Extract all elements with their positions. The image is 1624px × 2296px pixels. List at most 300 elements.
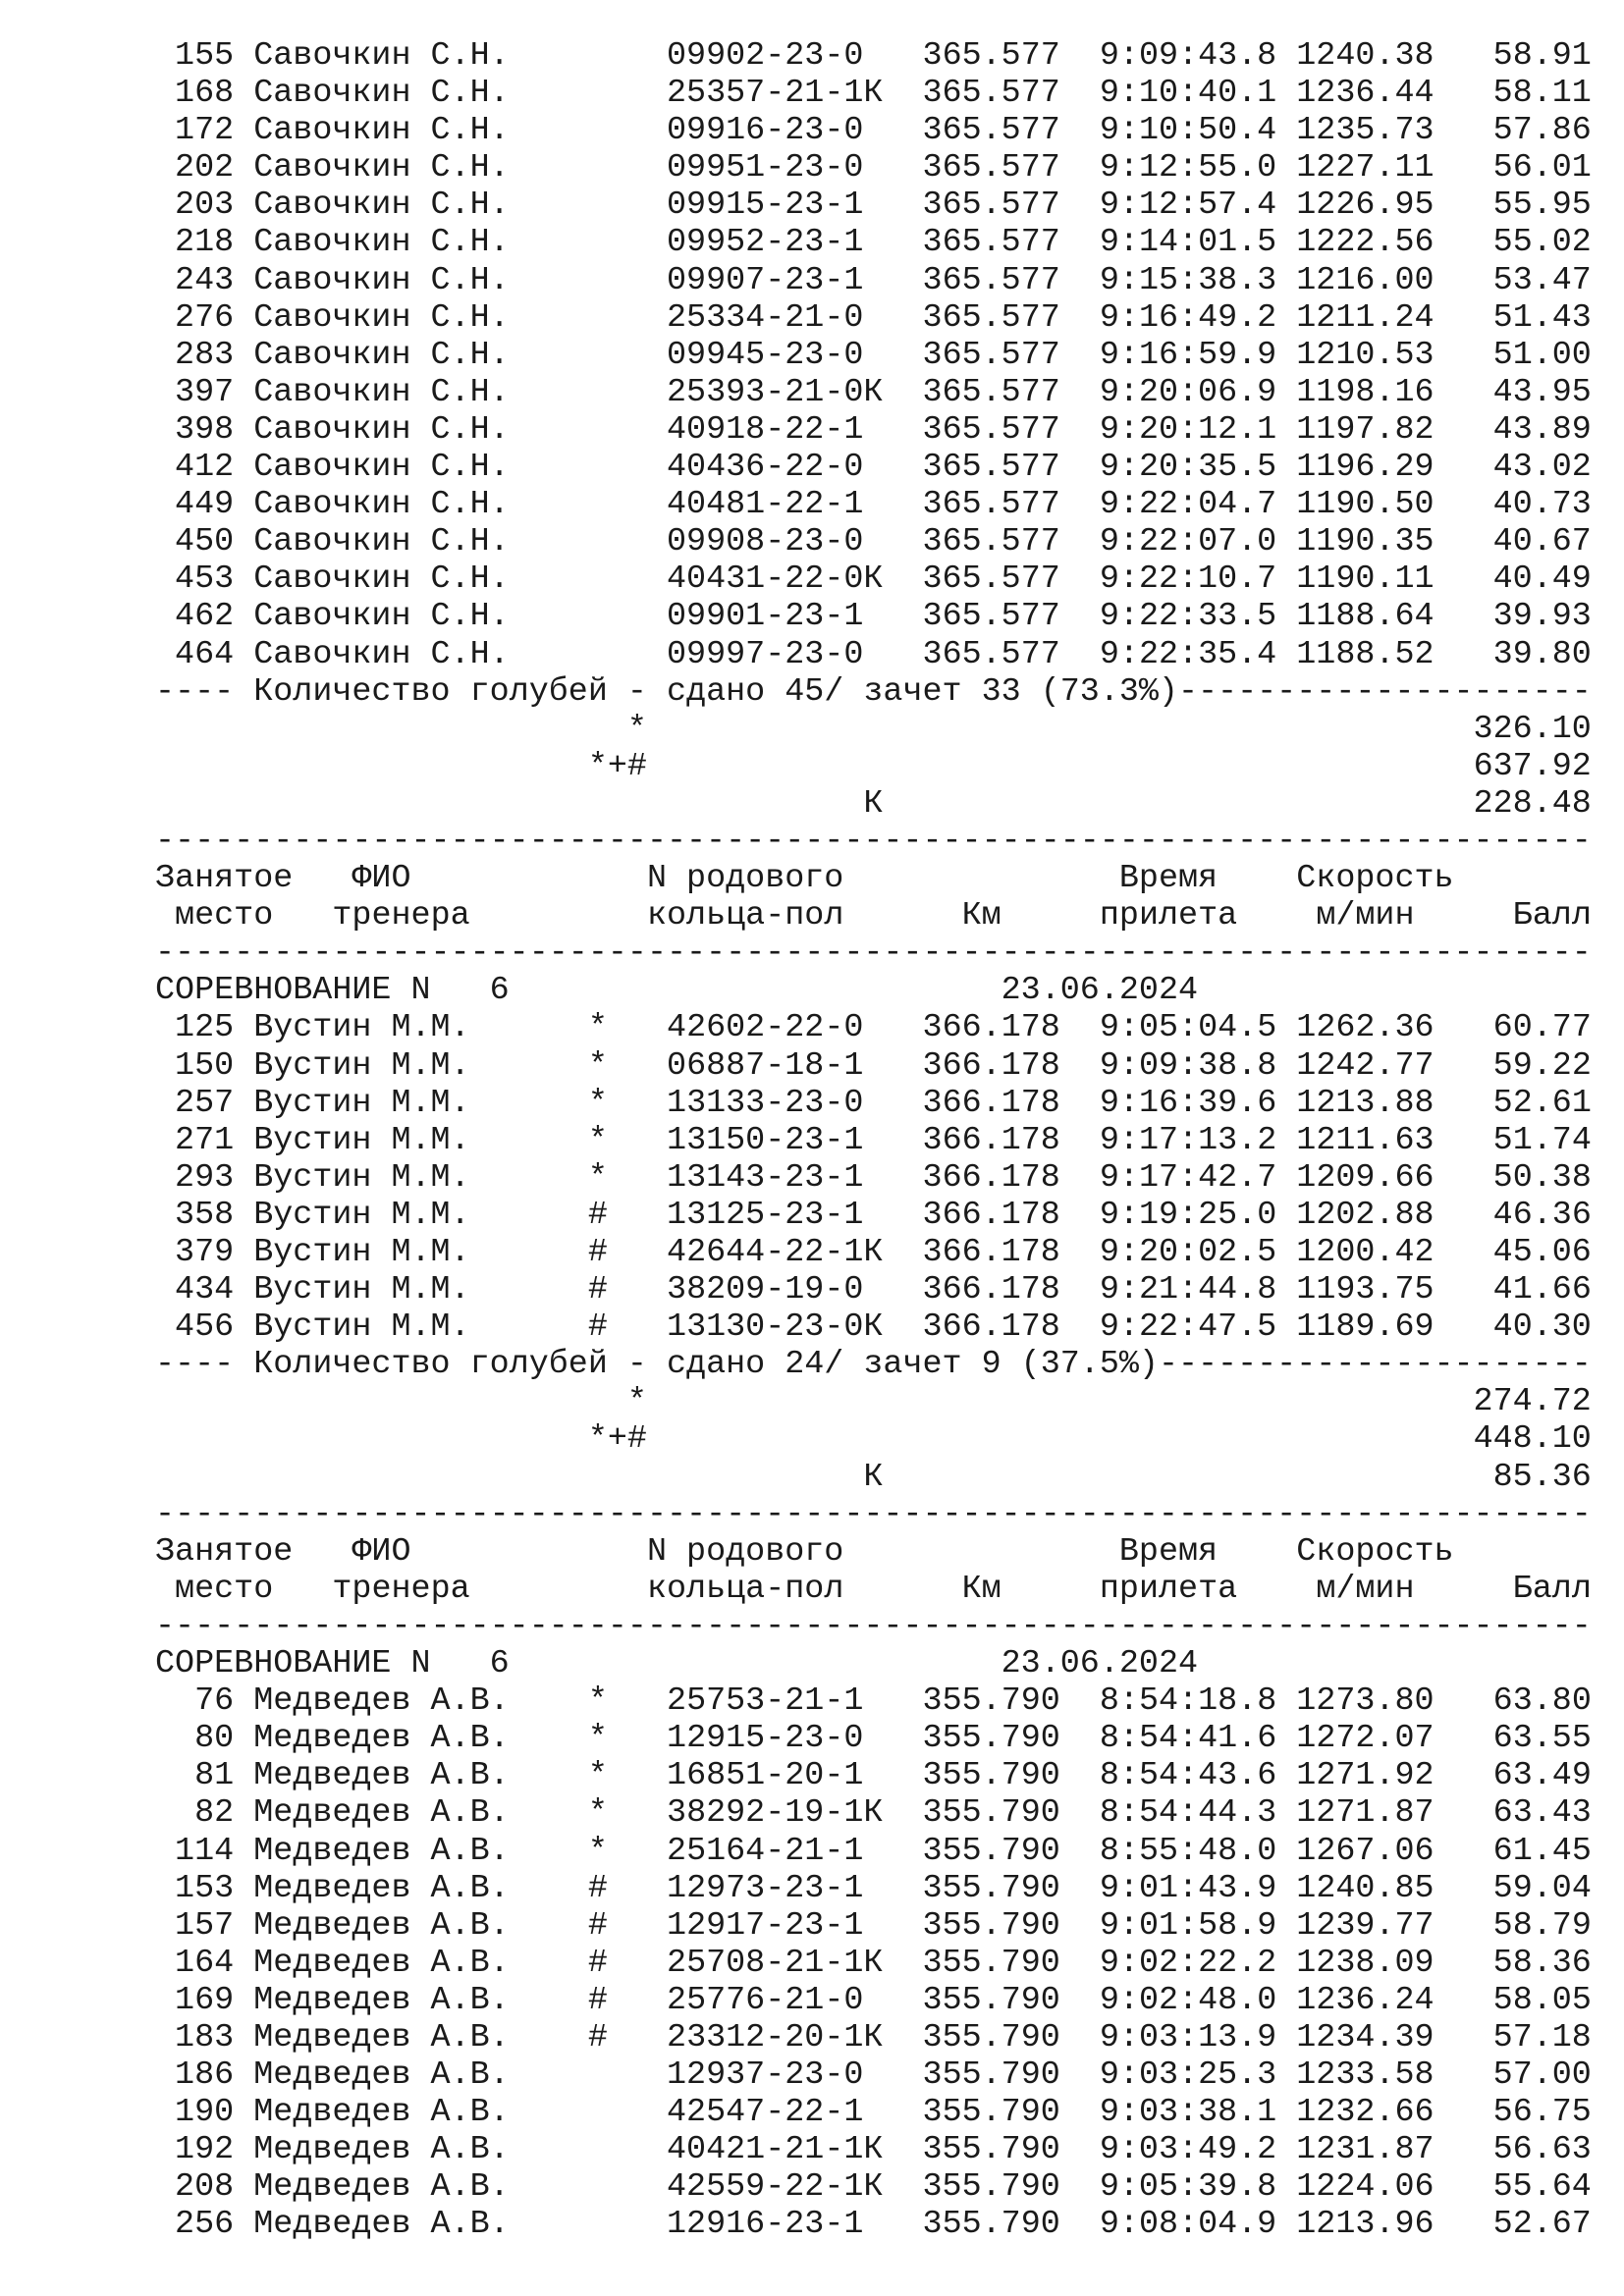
arrival-time-cell: 9:22:47.5 [1099, 1308, 1277, 1347]
summary-value: 637.92 [1473, 747, 1592, 785]
points-cell: 56.63 [1492, 2131, 1592, 2169]
ring-number-cell: 09997-23-0 [667, 635, 864, 673]
place-cell: 462 [155, 598, 235, 636]
speed-cell: 1232.66 [1296, 2094, 1435, 2132]
place-cell: 186 [155, 2056, 235, 2095]
speed-cell: 1240.85 [1296, 1869, 1435, 1907]
distance-cell: 355.790 [922, 1981, 1060, 2019]
speed-cell: 1210.53 [1296, 336, 1435, 374]
dashed-rule: ------------------------------------------------------------------------- [155, 1607, 1592, 1645]
points-cell: 63.80 [1492, 1682, 1592, 1721]
column-header-place: место [175, 897, 274, 935]
arrival-time-cell: 8:55:48.0 [1099, 1832, 1277, 1870]
trainer-name-cell: Савочкин С.Н. [253, 523, 510, 561]
column-header-km: Км [961, 897, 1001, 935]
table-row [155, 149, 1592, 187]
place-cell: 257 [155, 1084, 235, 1122]
place-cell: 398 [155, 410, 235, 449]
ring-number-cell: 25334-21-0 [667, 298, 864, 337]
ring-number-cell: 09907-23-1 [667, 261, 864, 299]
ring-number-cell: 12973-23-1 [667, 1869, 864, 1907]
column-header-time: прилета [1099, 897, 1238, 935]
place-cell: 202 [155, 149, 235, 187]
table-row [155, 561, 1592, 599]
table-row [155, 1682, 1592, 1721]
distance-cell: 355.790 [922, 1720, 1060, 1758]
arrival-time-cell: 8:54:18.8 [1099, 1682, 1277, 1721]
speed-cell: 1235.73 [1296, 112, 1435, 150]
speed-cell: 1233.58 [1296, 2056, 1435, 2095]
group-mark-cell: # [587, 1308, 608, 1347]
speed-cell: 1271.92 [1296, 1757, 1435, 1795]
place-cell: 434 [155, 1271, 235, 1309]
speed-cell: 1213.88 [1296, 1084, 1435, 1122]
arrival-time-cell: 9:03:49.2 [1099, 2131, 1277, 2169]
distance-cell: 355.790 [922, 1944, 1060, 1982]
trainer-name-cell: Савочкин С.Н. [253, 187, 510, 225]
column-header-speed: Скорость [1296, 1532, 1454, 1571]
bird-count-line [155, 1346, 1592, 1384]
speed-cell: 1202.88 [1296, 1196, 1435, 1234]
dashed-rule: ---- [155, 1346, 254, 1384]
ring-number-cell: 42644-22-1К [667, 1234, 884, 1271]
arrival-time-cell: 9:03:38.1 [1099, 2094, 1277, 2132]
ring-number-cell: 09916-23-0 [667, 112, 864, 150]
trainer-name-cell: Медведев А.В. [253, 1757, 510, 1795]
place-cell: 283 [155, 336, 235, 374]
arrival-time-cell: 9:21:44.8 [1099, 1271, 1277, 1309]
section-separator [155, 1495, 1592, 1533]
speed-cell: 1226.95 [1296, 187, 1435, 225]
points-cell: 58.91 [1492, 37, 1592, 75]
ring-number-cell: 40481-22-1 [667, 486, 864, 524]
place-cell: 153 [155, 1869, 235, 1907]
ring-number-cell: 38292-19-1К [667, 1794, 884, 1833]
points-cell: 52.67 [1492, 2206, 1592, 2244]
ring-number-cell: 40918-22-1 [667, 410, 864, 449]
column-header-ring: N родового [646, 1532, 844, 1571]
dashed-rule: --------------------- [1177, 672, 1592, 711]
points-cell: 40.30 [1492, 1308, 1592, 1347]
summary-value: 326.10 [1473, 710, 1592, 748]
ring-number-cell: 09901-23-1 [667, 598, 864, 636]
table-header-row-2 [155, 1570, 1592, 1608]
speed-cell: 1200.42 [1296, 1234, 1435, 1271]
summary-label: К [863, 784, 884, 823]
points-cell: 61.45 [1492, 1832, 1592, 1870]
summary-label: * [626, 710, 647, 748]
summary-label: *+# [587, 747, 647, 785]
table-row [155, 187, 1592, 225]
summary-line [155, 1458, 1592, 1496]
place-cell: 150 [155, 1046, 235, 1085]
distance-cell: 355.790 [922, 1832, 1060, 1870]
place-cell: 456 [155, 1308, 235, 1347]
trainer-name-cell: Савочкин С.Н. [253, 149, 510, 187]
table-row [155, 1308, 1592, 1347]
group-mark-cell: * [587, 1757, 608, 1795]
ring-number-cell: 12916-23-1 [667, 2206, 864, 2244]
trainer-name-cell: Савочкин С.Н. [253, 298, 510, 337]
bird-count-line [155, 672, 1592, 711]
arrival-time-cell: 9:02:22.2 [1099, 1944, 1277, 1982]
trainer-name-cell: Савочкин С.Н. [253, 75, 510, 113]
points-cell: 56.75 [1492, 2094, 1592, 2132]
table-row [155, 1832, 1592, 1870]
points-cell: 39.93 [1492, 598, 1592, 636]
ring-number-cell: 13125-23-1 [667, 1196, 864, 1234]
trainer-name-cell: Савочкин С.Н. [253, 37, 510, 75]
distance-cell: 355.790 [922, 1906, 1060, 1945]
place-cell: 271 [155, 1121, 235, 1159]
arrival-time-cell: 8:54:43.6 [1099, 1757, 1277, 1795]
points-cell: 63.43 [1492, 1794, 1592, 1833]
table-row [155, 1944, 1592, 1982]
arrival-time-cell: 8:54:44.3 [1099, 1794, 1277, 1833]
group-mark-cell: # [587, 1271, 608, 1309]
table-row [155, 2206, 1592, 2244]
group-mark-cell: # [587, 1869, 608, 1907]
place-cell: 449 [155, 486, 235, 524]
competition-title: СОРЕВНОВАНИЕ N 6 [155, 972, 510, 1010]
table-row [155, 1234, 1592, 1271]
arrival-time-cell: 9:03:13.9 [1099, 2018, 1277, 2056]
group-mark-cell: * [587, 1720, 608, 1758]
dashed-rule: ---- [155, 672, 254, 711]
trainer-name-cell: Савочкин С.Н. [253, 635, 510, 673]
ring-number-cell: 25357-21-1К [667, 75, 884, 113]
table-row [155, 1794, 1592, 1833]
arrival-time-cell: 9:20:35.5 [1099, 449, 1277, 487]
ring-number-cell: 12937-23-0 [667, 2056, 864, 2095]
points-cell: 59.04 [1492, 1869, 1592, 1907]
ring-number-cell: 25164-21-1 [667, 1832, 864, 1870]
ring-number-cell: 09915-23-1 [667, 187, 864, 225]
trainer-name-cell: Медведев А.В. [253, 1944, 510, 1982]
points-cell: 43.02 [1492, 449, 1592, 487]
arrival-time-cell: 9:15:38.3 [1099, 261, 1277, 299]
points-cell: 43.95 [1492, 373, 1592, 411]
points-cell: 58.05 [1492, 1981, 1592, 2019]
summary-line [155, 747, 1592, 785]
trainer-name-cell: Медведев А.В. [253, 2206, 510, 2244]
points-cell: 53.47 [1492, 261, 1592, 299]
column-header-name: ФИО [352, 1532, 411, 1571]
table-row [155, 75, 1592, 113]
arrival-time-cell: 9:17:42.7 [1099, 1158, 1277, 1197]
ring-number-cell: 13150-23-1 [667, 1121, 864, 1159]
summary-line [155, 1383, 1592, 1421]
arrival-time-cell: 9:05:04.5 [1099, 1009, 1277, 1047]
column-header-speed: м/мин [1316, 1570, 1415, 1608]
trainer-name-cell: Савочкин С.Н. [253, 224, 510, 262]
distance-cell: 355.790 [922, 2056, 1060, 2095]
speed-cell: 1188.52 [1296, 635, 1435, 673]
trainer-name-cell: Савочкин С.Н. [253, 373, 510, 411]
dashed-rule: ------------------------------------------------------------------------- [155, 1495, 1592, 1533]
points-cell: 58.79 [1492, 1906, 1592, 1945]
column-header-place: место [175, 1570, 274, 1608]
group-mark-cell: * [587, 1084, 608, 1122]
speed-cell: 1213.96 [1296, 2206, 1435, 2244]
ring-number-cell: 12917-23-1 [667, 1906, 864, 1945]
arrival-time-cell: 9:12:57.4 [1099, 187, 1277, 225]
speed-cell: 1211.24 [1296, 298, 1435, 337]
results-printout [155, 37, 1592, 2244]
distance-cell: 365.577 [922, 261, 1060, 299]
group-mark-cell: # [587, 2018, 608, 2056]
distance-cell: 365.577 [922, 523, 1060, 561]
distance-cell: 365.577 [922, 37, 1060, 75]
table-row [155, 1009, 1592, 1047]
distance-cell: 365.577 [922, 187, 1060, 225]
distance-cell: 365.577 [922, 224, 1060, 262]
speed-cell: 1273.80 [1296, 1682, 1435, 1721]
trainer-name-cell: Медведев А.В. [253, 1794, 510, 1833]
competition-line [155, 972, 1589, 1009]
ring-number-cell: 13130-23-0К [667, 1308, 884, 1347]
points-cell: 51.43 [1492, 298, 1592, 337]
points-cell: 39.80 [1492, 635, 1592, 673]
place-cell: 114 [155, 1832, 235, 1870]
speed-cell: 1190.11 [1296, 561, 1435, 599]
table-header-row-1 [155, 1533, 1589, 1571]
speed-cell: 1193.75 [1296, 1271, 1435, 1309]
group-mark-cell: # [587, 1234, 608, 1271]
distance-cell: 365.577 [922, 449, 1060, 487]
place-cell: 412 [155, 449, 235, 487]
distance-cell: 366.178 [922, 1084, 1060, 1122]
trainer-name-cell: Медведев А.В. [253, 2131, 510, 2169]
ring-number-cell: 09908-23-0 [667, 523, 864, 561]
arrival-time-cell: 9:12:55.0 [1099, 149, 1277, 187]
speed-cell: 1227.11 [1296, 149, 1435, 187]
arrival-time-cell: 9:02:48.0 [1099, 1981, 1277, 2019]
arrival-time-cell: 9:01:43.9 [1099, 1869, 1277, 1907]
group-mark-cell: * [587, 1682, 608, 1721]
arrival-time-cell: 9:01:58.9 [1099, 1906, 1277, 1945]
place-cell: 76 [155, 1682, 235, 1721]
trainer-name-cell: Медведев А.В. [253, 1720, 510, 1758]
group-mark-cell: * [587, 1832, 608, 1870]
table-row [155, 1981, 1592, 2019]
table-row [155, 2018, 1592, 2056]
table-row [155, 598, 1592, 636]
table-row [155, 1720, 1592, 1758]
speed-cell: 1189.69 [1296, 1308, 1435, 1347]
distance-cell: 355.790 [922, 1869, 1060, 1907]
speed-cell: 1188.64 [1296, 598, 1435, 636]
points-cell: 46.36 [1492, 1196, 1592, 1234]
trainer-name-cell: Медведев А.В. [253, 2056, 510, 2095]
arrival-time-cell: 9:20:12.1 [1099, 410, 1277, 449]
speed-cell: 1224.06 [1296, 2168, 1435, 2207]
distance-cell: 366.178 [922, 1196, 1060, 1234]
points-cell: 51.00 [1492, 336, 1592, 374]
distance-cell: 355.790 [922, 2168, 1060, 2207]
speed-cell: 1238.09 [1296, 1944, 1435, 1982]
distance-cell: 365.577 [922, 598, 1060, 636]
speed-cell: 1222.56 [1296, 224, 1435, 262]
trainer-name-cell: Вустин М.М. [253, 1158, 470, 1197]
table-row [155, 1271, 1592, 1309]
summary-value: 228.48 [1473, 784, 1592, 823]
place-cell: 82 [155, 1794, 235, 1833]
group-mark-cell: * [587, 1009, 608, 1047]
ring-number-cell: 23312-20-1К [667, 2018, 884, 2056]
ring-number-cell: 13143-23-1 [667, 1158, 864, 1197]
points-cell: 52.61 [1492, 1084, 1592, 1122]
bird-count-text: Количество голубей - сдано 24/ зачет 9 (37.5%) [253, 1346, 1159, 1384]
speed-cell: 1231.87 [1296, 2131, 1435, 2169]
table-header-row-2 [155, 897, 1592, 935]
column-header-ring: N родового [646, 860, 844, 898]
column-header-name: тренера [332, 1570, 470, 1608]
table-row [155, 523, 1592, 561]
table-row [155, 1084, 1592, 1122]
ring-number-cell: 09951-23-0 [667, 149, 864, 187]
arrival-time-cell: 9:09:43.8 [1099, 37, 1277, 75]
table-row [155, 2131, 1592, 2169]
table-row [155, 298, 1592, 337]
summary-label: К [863, 1458, 884, 1496]
points-cell: 43.89 [1492, 410, 1592, 449]
distance-cell: 355.790 [922, 1794, 1060, 1833]
place-cell: 169 [155, 1981, 235, 2019]
trainer-name-cell: Савочкин С.Н. [253, 410, 510, 449]
trainer-name-cell: Савочкин С.Н. [253, 486, 510, 524]
distance-cell: 355.790 [922, 2018, 1060, 2056]
points-cell: 56.01 [1492, 149, 1592, 187]
trainer-name-cell: Медведев А.В. [253, 2168, 510, 2207]
ring-number-cell: 09952-23-1 [667, 224, 864, 262]
group-mark-cell: # [587, 1981, 608, 2019]
table-row [155, 2168, 1592, 2207]
distance-cell: 366.178 [922, 1234, 1060, 1271]
ring-number-cell: 42602-22-0 [667, 1009, 864, 1047]
arrival-time-cell: 9:22:04.7 [1099, 486, 1277, 524]
points-cell: 58.11 [1492, 75, 1592, 113]
points-cell: 63.49 [1492, 1757, 1592, 1795]
column-header-points: Балл [1512, 897, 1592, 935]
speed-cell: 1267.06 [1296, 1832, 1435, 1870]
distance-cell: 365.577 [922, 486, 1060, 524]
arrival-time-cell: 9:10:50.4 [1099, 112, 1277, 150]
arrival-time-cell: 9:20:02.5 [1099, 1234, 1277, 1271]
column-header-time: Время [1118, 860, 1218, 898]
table-row [155, 1158, 1592, 1197]
place-cell: 157 [155, 1906, 235, 1945]
points-cell: 55.64 [1492, 2168, 1592, 2207]
speed-cell: 1236.24 [1296, 1981, 1435, 2019]
table-row [155, 486, 1592, 524]
summary-line [155, 784, 1592, 823]
trainer-name-cell: Савочкин С.Н. [253, 112, 510, 150]
speed-cell: 1216.00 [1296, 261, 1435, 299]
trainer-name-cell: Савочкин С.Н. [253, 598, 510, 636]
trainer-name-cell: Савочкин С.Н. [253, 561, 510, 599]
place-cell: 190 [155, 2094, 235, 2132]
ring-number-cell: 25753-21-1 [667, 1682, 864, 1721]
column-header-place: Занятое [155, 1532, 294, 1571]
table-row [155, 261, 1592, 299]
dashed-rule: ------------------------------------------------------------------------- [155, 822, 1592, 860]
points-cell: 57.18 [1492, 2018, 1592, 2056]
column-header-ring: кольца-пол [646, 897, 844, 935]
table-row [155, 635, 1592, 673]
ring-number-cell: 25708-21-1К [667, 1944, 884, 1982]
place-cell: 155 [155, 37, 235, 75]
distance-cell: 365.577 [922, 635, 1060, 673]
distance-cell: 365.577 [922, 410, 1060, 449]
points-cell: 51.74 [1492, 1121, 1592, 1159]
distance-cell: 366.178 [922, 1009, 1060, 1047]
trainer-name-cell: Медведев А.В. [253, 1832, 510, 1870]
distance-cell: 365.577 [922, 373, 1060, 411]
trainer-name-cell: Медведев А.В. [253, 1869, 510, 1907]
points-cell: 55.02 [1492, 224, 1592, 262]
distance-cell: 366.178 [922, 1158, 1060, 1197]
points-cell: 59.22 [1492, 1046, 1592, 1085]
place-cell: 192 [155, 2131, 235, 2169]
speed-cell: 1197.82 [1296, 410, 1435, 449]
column-header-speed: м/мин [1316, 897, 1415, 935]
column-header-ring: кольца-пол [646, 1570, 844, 1608]
group-mark-cell: # [587, 1196, 608, 1234]
place-cell: 453 [155, 561, 235, 599]
speed-cell: 1271.87 [1296, 1794, 1435, 1833]
speed-cell: 1239.77 [1296, 1906, 1435, 1945]
speed-cell: 1234.39 [1296, 2018, 1435, 2056]
arrival-time-cell: 9:05:39.8 [1099, 2168, 1277, 2207]
points-cell: 41.66 [1492, 1271, 1592, 1309]
table-row [155, 2056, 1592, 2095]
points-cell: 40.73 [1492, 486, 1592, 524]
trainer-name-cell: Вустин М.М. [253, 1046, 470, 1085]
section-separator [155, 822, 1592, 860]
column-header-place: Занятое [155, 860, 294, 898]
arrival-time-cell: 9:22:35.4 [1099, 635, 1277, 673]
place-cell: 172 [155, 112, 235, 150]
arrival-time-cell: 9:22:10.7 [1099, 561, 1277, 599]
table-row [155, 336, 1592, 374]
points-cell: 63.55 [1492, 1720, 1592, 1758]
column-header-time: Время [1118, 1532, 1218, 1571]
ring-number-cell: 09902-23-0 [667, 37, 864, 75]
competition-line [155, 1645, 1589, 1682]
place-cell: 125 [155, 1009, 235, 1047]
column-header-speed: Скорость [1296, 860, 1454, 898]
speed-cell: 1209.66 [1296, 1158, 1435, 1197]
trainer-name-cell: Медведев А.В. [253, 2094, 510, 2132]
points-cell: 40.67 [1492, 523, 1592, 561]
place-cell: 80 [155, 1720, 235, 1758]
summary-value: 85.36 [1492, 1458, 1592, 1496]
trainer-name-cell: Медведев А.В. [253, 1682, 510, 1721]
speed-cell: 1240.38 [1296, 37, 1435, 75]
table-row [155, 410, 1592, 449]
speed-cell: 1236.44 [1296, 75, 1435, 113]
place-cell: 276 [155, 298, 235, 337]
distance-cell: 355.790 [922, 2094, 1060, 2132]
dashed-rule: ---------------------- [1158, 1346, 1592, 1384]
speed-cell: 1190.50 [1296, 486, 1435, 524]
summary-line [155, 710, 1592, 748]
speed-cell: 1242.77 [1296, 1046, 1435, 1085]
points-cell: 57.00 [1492, 2056, 1592, 2095]
speed-cell: 1196.29 [1296, 449, 1435, 487]
arrival-time-cell: 9:22:33.5 [1099, 598, 1277, 636]
